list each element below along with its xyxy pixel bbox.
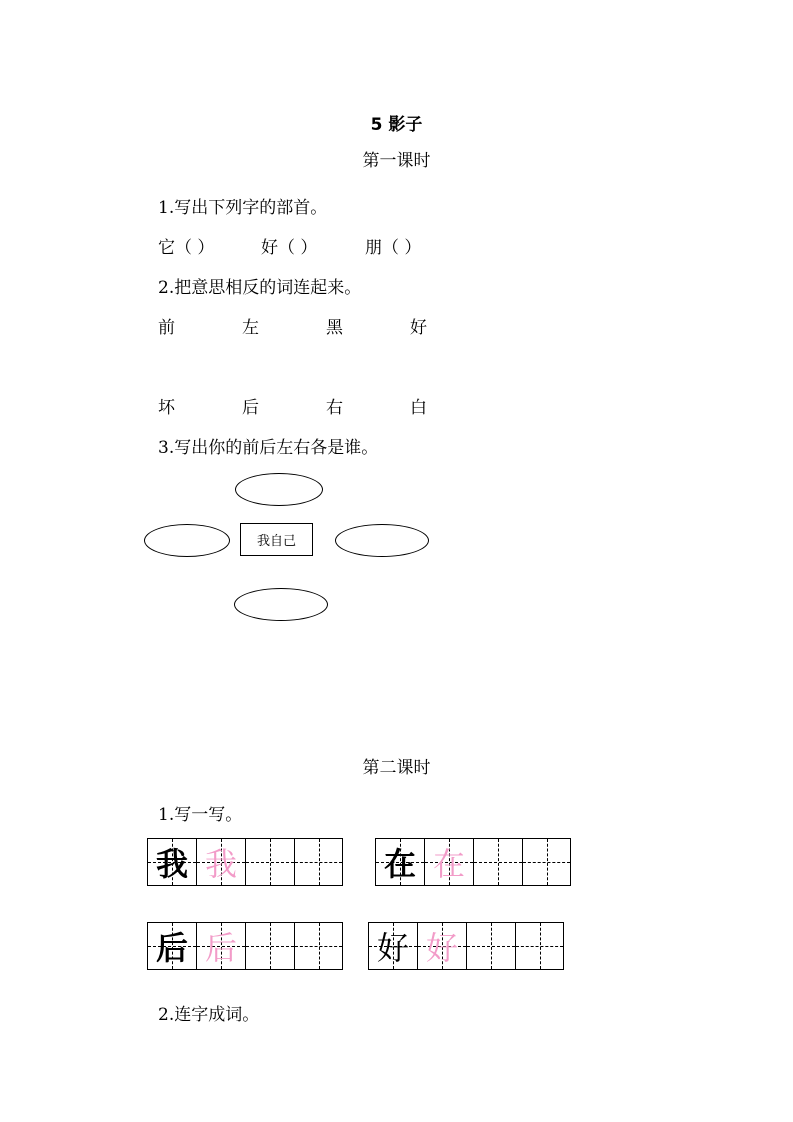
lesson1-q2-prompt: 2.把意思相反的词连起来。: [158, 278, 362, 298]
grid-cell[interactable]: [466, 923, 515, 969]
lesson1-q3-prompt: 3.写出你的前后左右各是谁。: [158, 438, 379, 458]
self-box: 我自己: [240, 523, 313, 556]
lesson2-heading: 第二课时: [362, 758, 431, 778]
antonym-bottom-word: 坏: [158, 398, 175, 418]
grid-cell[interactable]: [245, 923, 294, 969]
radical-item-2: 好（ ）: [261, 238, 318, 258]
trace-character: 在: [432, 845, 465, 883]
writing-grid: [368, 922, 564, 970]
antonym-top-word: 前: [158, 318, 175, 338]
writing-grid: [147, 922, 343, 970]
left-answer-oval[interactable]: [144, 524, 230, 557]
grid-cell: [196, 839, 245, 885]
grid-cell[interactable]: [294, 839, 343, 885]
grid-cell[interactable]: [294, 923, 343, 969]
model-character: 在: [383, 845, 416, 883]
grid-cell[interactable]: [515, 923, 564, 969]
lesson1-heading: 第一课时: [362, 151, 431, 171]
antonym-top-word: 黑: [326, 318, 343, 338]
antonym-bottom-word: 右: [326, 398, 343, 418]
grid-cell: [424, 839, 473, 885]
writing-grid: [147, 838, 343, 886]
grid-cell: [368, 923, 417, 969]
page-title: 5 影子: [370, 115, 423, 135]
grid-cell[interactable]: [473, 839, 522, 885]
antonym-top-word: 好: [410, 318, 427, 338]
front-answer-oval[interactable]: [235, 473, 323, 506]
lesson1-q1-prompt: 1.写出下列字的部首。: [158, 198, 328, 218]
antonym-bottom-word: 白: [410, 398, 427, 418]
grid-cell: [375, 839, 424, 885]
writing-grid: [375, 838, 571, 886]
model-character: 好: [376, 929, 409, 967]
radical-item-3: 朋（ ）: [365, 238, 422, 258]
grid-cell[interactable]: [245, 839, 294, 885]
lesson2-q2-prompt: 2.连字成词。: [158, 1005, 260, 1025]
back-answer-oval[interactable]: [234, 588, 328, 621]
lesson2-q1-prompt: 1.写一写。: [158, 805, 243, 825]
trace-character: 好: [425, 929, 458, 967]
trace-character: 后: [204, 929, 237, 967]
antonym-top-word: 左: [242, 318, 259, 338]
grid-cell: [147, 839, 196, 885]
grid-cell: [147, 923, 196, 969]
grid-cell: [417, 923, 466, 969]
model-character: 我: [155, 845, 188, 883]
grid-cell: [196, 923, 245, 969]
model-character: 后: [155, 929, 188, 967]
right-answer-oval[interactable]: [335, 524, 429, 557]
antonym-bottom-word: 后: [242, 398, 259, 418]
grid-cell[interactable]: [522, 839, 571, 885]
trace-character: 我: [204, 845, 237, 883]
radical-item-1: 它（ ）: [158, 238, 215, 258]
